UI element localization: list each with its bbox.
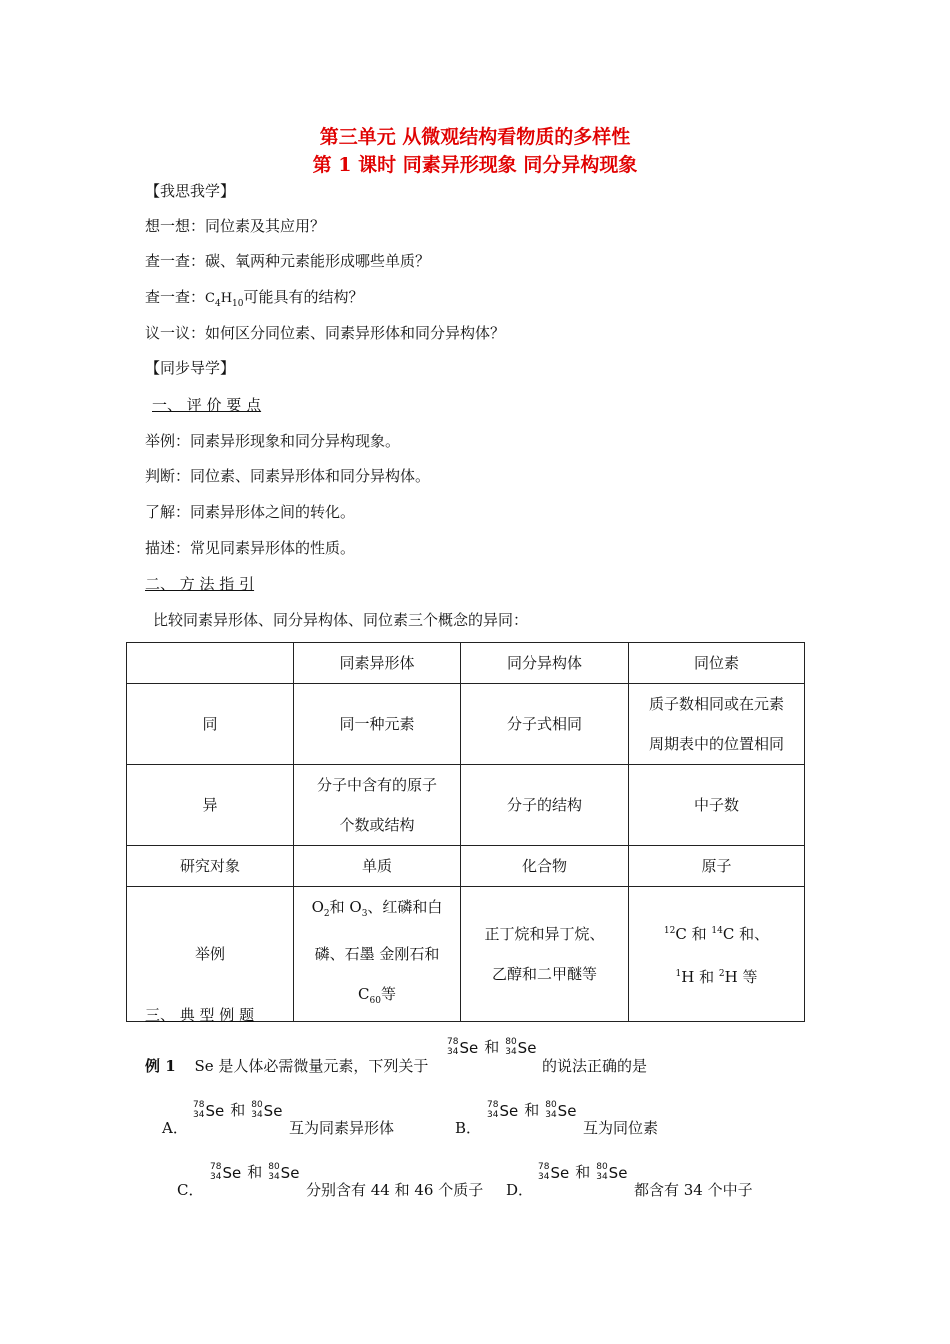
eval-heading: 一、 评 价 要 点 [152, 396, 262, 414]
option-c-text: 分别含有 44 和 46 个质子 [306, 1181, 484, 1199]
nuclide-se80 [596, 1162, 627, 1182]
mass-number: 80 [251, 1099, 263, 1110]
cell-line: 乙醇和二甲醚等 [491, 965, 597, 983]
table-header-cell: 同位素 [629, 643, 805, 684]
cell-text: 等 [380, 985, 396, 1003]
think-item [145, 286, 364, 309]
and-text: 和 [247, 1163, 263, 1181]
element-symbol: Se [517, 1038, 537, 1057]
table-cell [629, 684, 805, 765]
table-cell: 化合物 [461, 846, 629, 887]
atomic-number: 34 [447, 1046, 459, 1057]
eval-item: 判断：同位素、同素异形体和同分异构体。 [145, 467, 431, 485]
section-sync-heading: 【同步导学】 [145, 359, 236, 377]
and-text: 和 [230, 1101, 246, 1119]
cell-line: 个数或结构 [339, 816, 415, 834]
eval-item: 了解：同素异形体之间的转化。 [145, 503, 356, 521]
think-label: 查一查： [145, 252, 206, 270]
row-label: 举例 [127, 887, 294, 1022]
page-subtitle: 第 1 课时 同素异形现象 同分异构现象 [312, 154, 638, 176]
formula-sub: 3 [361, 909, 368, 919]
formula-c: C [205, 291, 215, 306]
table-row [127, 846, 805, 887]
think-item [145, 250, 430, 271]
table-cell: 同一种元素 [294, 684, 461, 765]
mass-number: 12 [663, 926, 676, 936]
formula-h: H [220, 291, 233, 306]
example-text-end: 的说法正确的是 [542, 1057, 648, 1075]
table-cell [461, 887, 629, 1022]
element-symbol: Se [280, 1163, 300, 1182]
option-d-letter[interactable]: D． [506, 1181, 534, 1199]
element-symbol: Se [608, 1163, 628, 1182]
and-text: 和 [484, 1038, 500, 1056]
row-label: 研究对象 [127, 846, 294, 887]
isotope-pair [193, 1099, 282, 1120]
element-symbol: Se [459, 1038, 479, 1057]
table-row [127, 684, 805, 765]
example-stem [145, 1055, 428, 1076]
formula-o: O [311, 898, 324, 916]
row-label: 同 [127, 684, 294, 765]
atomic-number: 34 [251, 1109, 263, 1120]
atomic-number: 34 [596, 1171, 608, 1182]
row-label: 异 [127, 765, 294, 846]
mass-number: 80 [545, 1099, 557, 1110]
atomic-number: 34 [545, 1109, 557, 1120]
cell-line [633, 911, 800, 954]
think-label: 想一想： [145, 217, 206, 235]
nuclide-se78 [210, 1162, 241, 1182]
option-a-text: 互为同素异形体 [289, 1119, 395, 1137]
mass-number: 78 [193, 1099, 205, 1110]
nuclide-se78 [193, 1100, 224, 1120]
isotope-pair [447, 1036, 536, 1057]
formula-c: C [358, 985, 370, 1003]
table-header-cell: 同分异构体 [461, 643, 629, 684]
mass-number: 80 [596, 1161, 608, 1172]
formula-sub: 60 [369, 996, 381, 1006]
cell-line: 周期表中的位置相同 [648, 735, 784, 753]
table-cell: 单质 [294, 846, 461, 887]
nuclide-se80 [268, 1162, 299, 1182]
table-header-cell: 同素异形体 [294, 643, 461, 684]
cell-text: 、红磷和白 [367, 898, 443, 916]
think-text: 可能具有的结构？ [243, 288, 364, 306]
option-c-letter[interactable]: C． [177, 1181, 204, 1199]
cell-text: H 和 [681, 968, 719, 986]
mass-number: 2 [718, 969, 725, 979]
think-label: 议一议： [145, 324, 206, 342]
table-cell: 原子 [629, 846, 805, 887]
atomic-number: 34 [538, 1171, 550, 1182]
nuclide-se80 [251, 1100, 282, 1120]
think-text: 碳、氧两种元素能形成哪些单质？ [205, 252, 431, 270]
formula-sub: 4 [214, 299, 221, 309]
think-item [145, 322, 505, 343]
think-item [145, 215, 325, 236]
mass-number: 78 [210, 1161, 222, 1172]
table-header-cell [127, 643, 294, 684]
cell-text: C 和 [675, 925, 712, 943]
isotope-pair [210, 1161, 299, 1182]
atomic-number: 34 [505, 1046, 517, 1057]
atomic-number: 34 [193, 1109, 205, 1120]
cell-line [633, 954, 800, 997]
cell-text: C 和、 [722, 925, 770, 943]
table-row [127, 765, 805, 846]
nuclide-se78 [447, 1037, 478, 1057]
mass-number: 78 [447, 1036, 459, 1047]
think-text: 如何区分同位素、同素异形体和同分异构体？ [205, 324, 506, 342]
formula-sub: 10 [232, 299, 244, 309]
comparison-table [126, 642, 805, 1022]
and-text: 和 [575, 1163, 591, 1181]
table-cell [629, 887, 805, 1022]
formula-sub: 2 [323, 909, 330, 919]
table-cell: 中子数 [629, 765, 805, 846]
mass-number: 1 [675, 969, 682, 979]
element-symbol: Se [557, 1101, 577, 1120]
element-symbol: Se [205, 1101, 225, 1120]
option-a-letter[interactable]: A． [162, 1119, 188, 1137]
atomic-number: 34 [487, 1109, 499, 1120]
mass-number: 78 [538, 1161, 550, 1172]
cell-line: 质子数相同或在元素 [648, 695, 784, 713]
table-cell [294, 765, 461, 846]
method-heading: 二、 方 法 指 引 [145, 575, 255, 593]
table-cell: 分子式相同 [461, 684, 629, 765]
element-symbol: Se [263, 1101, 283, 1120]
example-label: 例 1 [145, 1057, 176, 1075]
example-text: Se 是人体必需微量元素，下列关于 [194, 1057, 429, 1075]
isotope-pair [538, 1161, 627, 1182]
table-header-row [127, 643, 805, 684]
and-text: 和 [524, 1101, 540, 1119]
section-think-heading: 【我思我学】 [145, 182, 236, 200]
atomic-number: 34 [210, 1171, 222, 1182]
nuclide-se80 [545, 1100, 576, 1120]
cell-line: 正丁烷和异丁烷、 [484, 925, 605, 943]
cell-line [298, 887, 456, 934]
cell-text: H 等 [724, 968, 758, 986]
think-text: 同位素及其应用？ [205, 217, 326, 235]
table-intro: 比较同素异形体、同分异构体、同位素三个概念的异同： [153, 611, 529, 629]
element-symbol: Se [499, 1101, 519, 1120]
table-row [127, 887, 805, 1022]
eval-item: 举例：同素异形现象和同分异构现象。 [145, 432, 401, 450]
cell-line: 磷、石墨 金刚石和 [314, 945, 440, 963]
atomic-number: 34 [268, 1171, 280, 1182]
eval-item: 描述：常见同素异形体的性质。 [145, 539, 356, 557]
cell-line: 分子中含有的原子 [316, 776, 437, 794]
option-b-text: 互为同位素 [583, 1119, 659, 1137]
mass-number: 80 [505, 1036, 517, 1047]
cell-text: 和 O [329, 898, 362, 916]
nuclide-se80 [505, 1037, 536, 1057]
table-cell [294, 887, 461, 1022]
mass-number: 14 [711, 926, 723, 936]
nuclide-se78 [538, 1162, 569, 1182]
page-title: 第三单元 从微观结构看物质的多样性 [319, 126, 631, 148]
nuclide-se78 [487, 1100, 518, 1120]
think-label: 查一查： [145, 288, 206, 306]
cell-line [298, 974, 456, 1021]
option-d-text: 都含有 34 个中子 [634, 1181, 753, 1199]
table-cell: 分子的结构 [461, 765, 629, 846]
mass-number: 80 [268, 1161, 280, 1172]
element-symbol: Se [550, 1163, 570, 1182]
isotope-pair [487, 1099, 576, 1120]
option-b-letter[interactable]: B． [455, 1119, 482, 1137]
mass-number: 78 [487, 1099, 499, 1110]
example-heading: 三、 典 型 例 题 [145, 1006, 255, 1024]
element-symbol: Se [222, 1163, 242, 1182]
